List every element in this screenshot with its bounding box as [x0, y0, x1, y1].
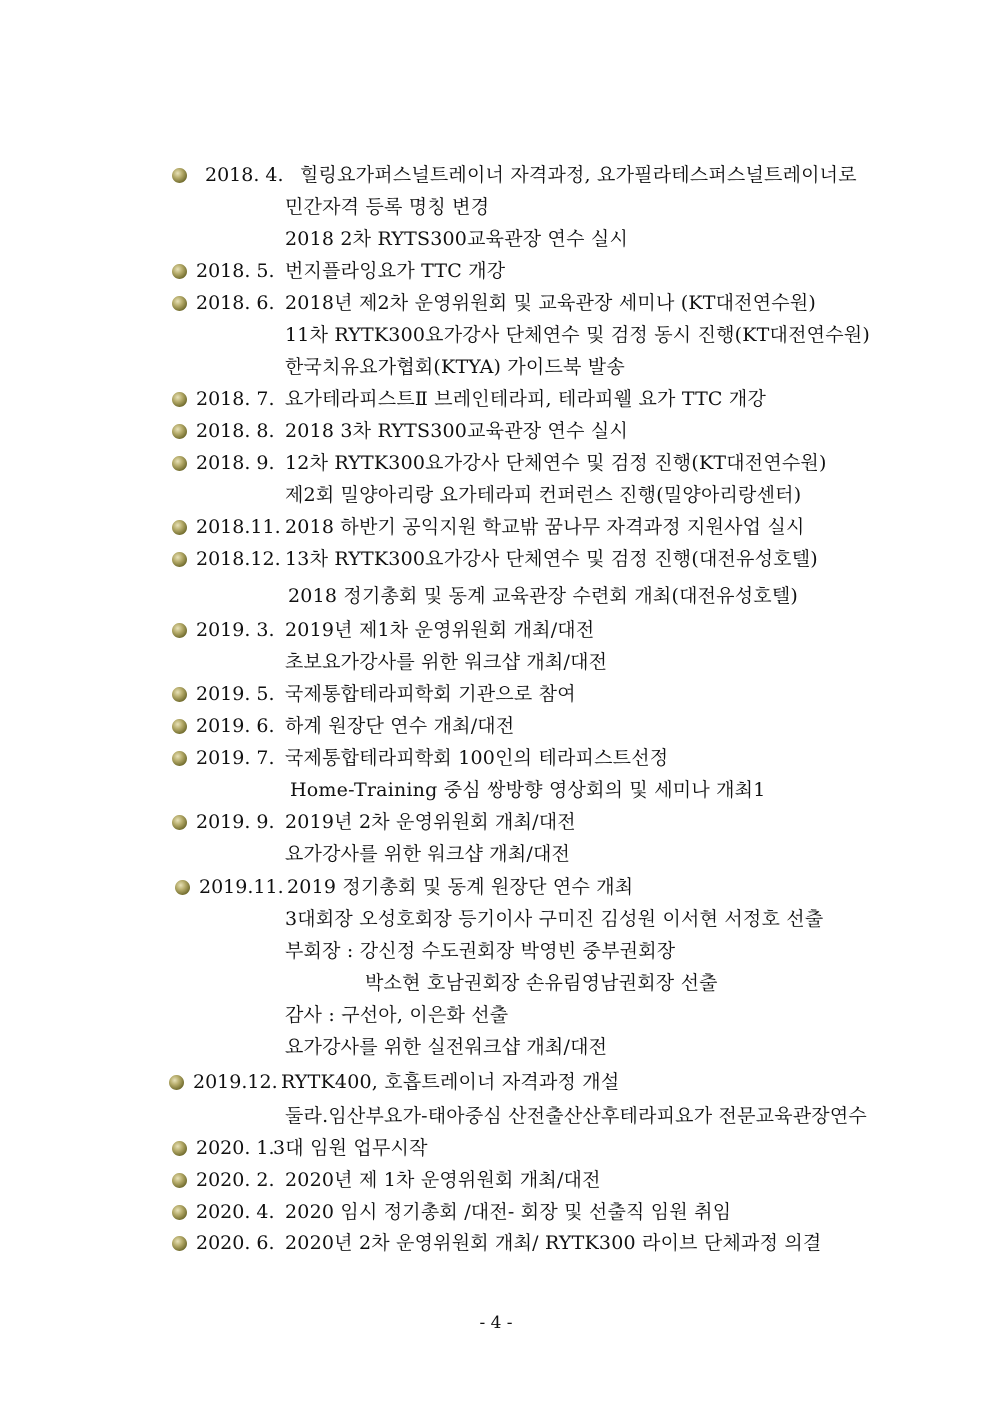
entry-text: 13차 RYTK300요가강사 단체연수 및 검정 진행(대전유성호텔): [285, 548, 818, 570]
entry-date: 2018. 5.: [196, 260, 275, 282]
entry-date: 2020. 2.: [196, 1169, 275, 1191]
page-number: - 4 -: [479, 1313, 513, 1333]
entry-text: 12차 RYTK300요가강사 단체연수 및 검정 진행(KT대전연수원): [285, 452, 827, 474]
entry-date: 2019.12.: [193, 1071, 278, 1093]
bullet-icon: [172, 623, 187, 638]
entry-date: 2019.11.: [199, 876, 284, 898]
bullet-icon: [172, 264, 187, 279]
entry-date: 2019. 7.: [196, 747, 275, 769]
entry-text: 2018년 제2차 운영위원회 및 교육관장 세미나 (KT대전연수원): [285, 292, 817, 314]
entry-text: 2019 정기총회 및 동계 원장단 연수 개최: [287, 876, 634, 898]
entry-text: 하계 원장단 연수 개최/대전: [285, 715, 515, 737]
bullet-icon: [172, 719, 187, 734]
entry-text: 3대 임원 업무시작: [273, 1137, 428, 1159]
bullet-icon: [175, 880, 190, 895]
entry-text: 초보요가강사를 위한 워크샵 개최/대전: [285, 651, 608, 673]
bullet-icon: [169, 1075, 184, 1090]
entry-text: 2020 임시 정기총회 /대전- 회장 및 선출직 임원 취임: [285, 1201, 732, 1223]
entry-text: 2020년 2차 운영위원회 개최/ RYTK300 라이브 단체과정 의결: [285, 1232, 822, 1254]
bullet-icon: [172, 1236, 187, 1251]
bullet-icon: [172, 1173, 187, 1188]
entry-text: 감사 : 구선아, 이은화 선출: [285, 1004, 509, 1026]
entry-date: 2019. 6.: [196, 715, 275, 737]
entry-date: 2018.11.: [196, 516, 281, 538]
entry-text: 2018 2차 RYTS300교육관장 연수 실시: [285, 228, 629, 250]
entry-text: 2018 3차 RYTS300교육관장 연수 실시: [285, 420, 629, 442]
entry-text: 2018 하반기 공익지원 학교밖 꿈나무 자격과정 지원사업 실시: [285, 516, 805, 538]
bullet-icon: [172, 168, 187, 183]
entry-date: 2018. 8.: [196, 420, 275, 442]
bullet-icon: [172, 456, 187, 471]
entry-text: RYTK400, 호흡트레이너 자격과정 개설: [281, 1071, 620, 1093]
entry-text: 제2회 밀양아리랑 요가테라피 컨퍼런스 진행(밀양아리랑센터): [285, 484, 802, 506]
bullet-icon: [172, 296, 187, 311]
entry-text: 국제통합테라피학회 100인의 테라피스트선정: [285, 747, 669, 769]
entry-text: 둘라.임산부요가-태아중심 산전출산산후테라피요가 전문교육관장연수: [285, 1105, 867, 1127]
entry-text: 한국치유요가협회(KTYA) 가이드북 발송: [285, 356, 625, 378]
entry-text: 요가테라피스트Ⅱ 브레인테라피, 테라피웰 요가 TTC 개강: [285, 388, 767, 410]
entry-text: 요가강사를 위한 워크샵 개최/대전: [285, 843, 571, 865]
entry-text: 3대회장 오성호회장 등기이사 구미진 김성원 이서현 서정호 선출: [285, 908, 824, 930]
entry-date: 2018. 7.: [196, 388, 275, 410]
entry-text: 부회장 : 강신정 수도권회장 박영빈 중부권회장: [285, 940, 676, 962]
entry-date: 2018. 6.: [196, 292, 275, 314]
entry-date: 2018. 9.: [196, 452, 275, 474]
entry-text: 민간자격 등록 명칭 변경: [285, 196, 490, 218]
entry-date: 2020. 1.: [196, 1137, 275, 1159]
entry-text: 번지플라잉요가 TTC 개강: [285, 260, 506, 282]
entry-date: 2018.12.: [196, 548, 281, 570]
entry-date: 2020. 4.: [196, 1201, 275, 1223]
entry-text: 2020년 제 1차 운영위원회 개최/대전: [285, 1169, 601, 1191]
entry-date: 2018. 4.: [205, 164, 284, 186]
entry-text: 요가강사를 위한 실전워크샵 개최/대전: [285, 1036, 608, 1058]
entry-text: 2019년 제1차 운영위원회 개최/대전: [285, 619, 595, 641]
bullet-icon: [172, 392, 187, 407]
entry-text: 힐링요가퍼스널트레이너 자격과정, 요가필라테스퍼스널트레이너로: [300, 164, 857, 186]
bullet-icon: [172, 687, 187, 702]
entry-date: 2019. 5.: [196, 683, 275, 705]
bullet-icon: [172, 1205, 187, 1220]
bullet-icon: [172, 520, 187, 535]
entry-text: 2018 정기총회 및 동계 교육관장 수련회 개최(대전유성호텔): [288, 585, 799, 607]
entry-date: 2020. 6.: [196, 1232, 275, 1254]
entry-text: 국제통합테라피학회 기관으로 참여: [285, 683, 576, 705]
bullet-icon: [172, 552, 187, 567]
entry-date: 2019. 9.: [196, 811, 275, 833]
entry-date: 2019. 3.: [196, 619, 275, 641]
bullet-icon: [172, 1141, 187, 1156]
bullet-icon: [172, 815, 187, 830]
entry-text: 11차 RYTK300요가강사 단체연수 및 검정 동시 진행(KT대전연수원): [285, 324, 870, 346]
entry-text: 2019년 2차 운영위원회 개최/대전: [285, 811, 576, 833]
entry-text: Home-Training 중심 쌍방향 영상회의 및 세미나 개최1: [290, 779, 766, 801]
entry-text: 박소현 호남권회장 손유림영남권회장 선출: [365, 972, 718, 994]
bullet-icon: [172, 751, 187, 766]
bullet-icon: [172, 424, 187, 439]
